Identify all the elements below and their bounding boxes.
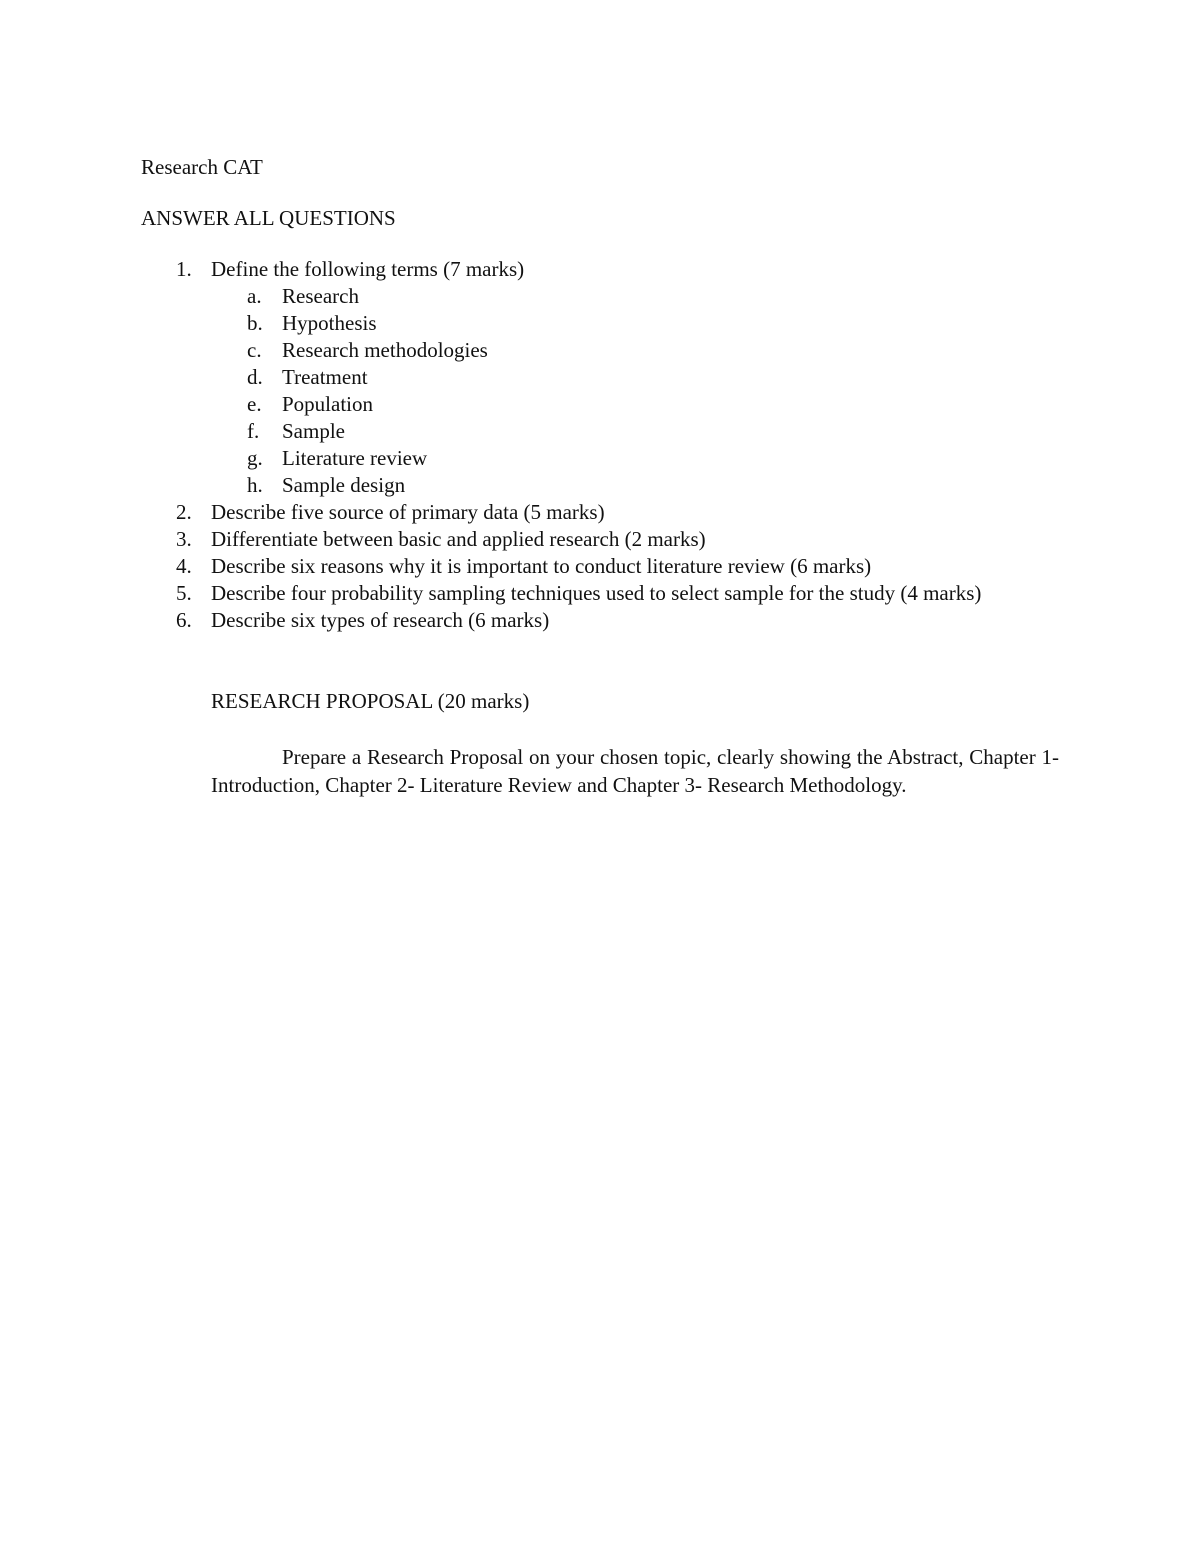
question-list — [141, 256, 1059, 634]
subitem-text: Population — [282, 392, 374, 416]
proposal-body: Prepare a Research Proposal on your chosen topic, clearly showing the Abstract, Chapter 1- Introduction, Chapter 2- Literature Review and Chapter 3- Research Methodology. — [211, 745, 1059, 797]
question-3 — [141, 526, 1059, 553]
subitem-letter: a. — [247, 284, 262, 308]
question-number: 6. — [176, 608, 192, 632]
subitem-letter: b. — [247, 311, 263, 335]
question-6 — [141, 607, 1059, 634]
question-text: Describe four probability sampling techniques used to select sample for the study (4 marks) — [211, 581, 982, 605]
question-text: Describe six reasons why it is important to conduct literature review (6 marks) — [211, 554, 872, 578]
subitem-letter: g. — [247, 446, 263, 470]
subitem-b — [141, 310, 1059, 337]
question-text: Define the following terms (7 marks) — [211, 257, 525, 281]
subitem-letter: d. — [247, 365, 263, 389]
question-1 — [141, 256, 1059, 283]
subitem-text: Sample — [282, 419, 345, 443]
question-text: Describe six types of research (6 marks) — [211, 608, 550, 632]
subitem-f — [141, 418, 1059, 445]
subitem-letter: h. — [247, 473, 263, 497]
subitem-g — [141, 445, 1059, 472]
proposal-heading: RESEARCH PROPOSAL (20 marks) — [211, 689, 530, 713]
question-number: 2. — [176, 500, 192, 524]
subitem-text: Hypothesis — [282, 311, 377, 335]
subitem-h — [141, 472, 1059, 499]
subitem-letter: f. — [247, 419, 260, 443]
document-title: Research CAT — [141, 155, 263, 179]
question-2 — [141, 499, 1059, 526]
subitem-text: Treatment — [282, 365, 368, 389]
question-text: Differentiate between basic and applied research (2 marks) — [211, 527, 706, 551]
subitem-text: Literature review — [282, 446, 428, 470]
subitem-a — [141, 283, 1059, 310]
question-number: 5. — [176, 581, 192, 605]
question-text: Describe five source of primary data (5 marks) — [211, 500, 605, 524]
subitem-text: Sample design — [282, 473, 406, 497]
subitem-d — [141, 364, 1059, 391]
subitem-e — [141, 391, 1059, 418]
instruction-heading: ANSWER ALL QUESTIONS — [141, 206, 396, 230]
question-number: 4. — [176, 554, 192, 578]
subitem-letter: c. — [247, 338, 262, 362]
question-4 — [141, 553, 1059, 580]
question-number: 1. — [176, 257, 192, 281]
subitem-letter: e. — [247, 392, 262, 416]
subitem-text: Research methodologies — [282, 338, 488, 362]
question-5 — [141, 580, 1059, 607]
question-number: 3. — [176, 527, 192, 551]
subitem-c — [141, 337, 1059, 364]
subitem-text: Research — [282, 284, 359, 308]
